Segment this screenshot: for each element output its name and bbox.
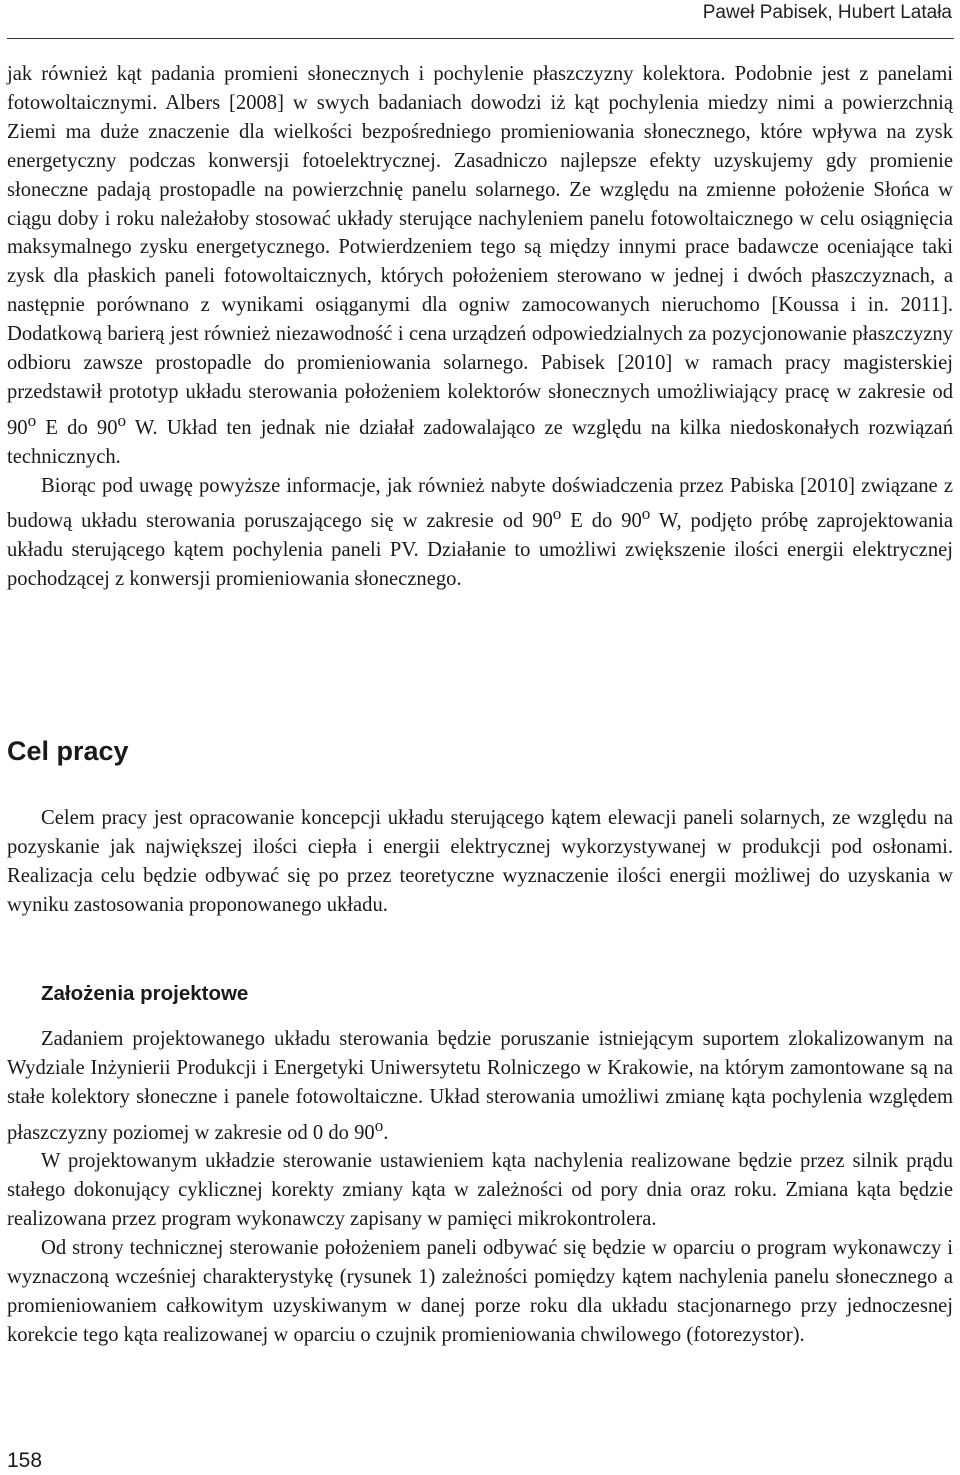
intro-section bbox=[7, 60, 953, 594]
intro-paragraph-2 bbox=[7, 472, 953, 594]
assumptions-p1-text: Zadaniem projektowanego układu sterowania będzie poruszanie istniejącym suportem zlokalizowanym na Wydziale Inżynierii Produkcji i Energetyki Uniwersytetu Rolniczego w Krakowie, na którym zamontowane są na stałe kolektory słoneczne i panele fotowoltaiczne. Układ sterowania umożliwi zmianę kąta pochylenia względem płaszczyzny poziomej w zakresie od 0 do 90 bbox=[7, 1028, 953, 1144]
assumptions-paragraph-2: W projektowanym układzie sterowanie ustawieniem kąta nachylenia realizowane będzie przez silnik prądu stałego dokonujący cyklicznej korekty zmiany kąta w zależności od pory dnia oraz roku. Zmiana kąta będzie realizowana przez program wykonawczy zapisany w pamięci mikrokontrolera. bbox=[7, 1150, 953, 1231]
header-rule bbox=[7, 38, 954, 39]
intro-p2-end: W, podjęto próbę zaprojektowania układu sterującego kątem pochylenia paneli PV. Działanie to umożliwi zwiększenie ilości energii elektrycznej pochodzącej z konwersji promieniowania słonecznego. bbox=[7, 510, 954, 591]
degree-sup: o bbox=[641, 504, 651, 524]
running-head-authors: Paweł Pabisek, Hubert Latała bbox=[702, 2, 952, 23]
intro-paragraph-1 bbox=[7, 60, 953, 472]
page-number: 158 bbox=[7, 1449, 43, 1472]
intro-p2-text: Biorąc pod uwagę powyższe informacje, jak również nabyte doświadczenia przez Pabiska [2010] związane z budową układu sterowania poruszającego się w zakresie od 90 bbox=[7, 474, 953, 533]
aim-section bbox=[7, 804, 953, 920]
assumptions-section bbox=[7, 1025, 953, 1350]
section-heading-aim: Cel pracy bbox=[7, 736, 129, 766]
intro-p1-end: W. Układ ten jednak nie działał zadowalająco ze względu na kilka niedoskonałych rozwiązań technicznych. bbox=[7, 416, 953, 468]
degree-sup: o bbox=[117, 410, 127, 430]
assumptions-paragraph-1 bbox=[7, 1025, 953, 1147]
degree-sup: o bbox=[374, 1115, 384, 1135]
assumptions-p1-end: . bbox=[383, 1121, 389, 1144]
degree-sup: o bbox=[552, 504, 562, 524]
degree-sup: o bbox=[27, 410, 37, 430]
intro-p1-mid: E do 90 bbox=[36, 416, 118, 439]
intro-p2-mid: E do 90 bbox=[561, 510, 642, 533]
intro-p1-text: jak również kąt padania promieni słonecznych i pochylenie płaszczyzny kolektora. Podobnie jest z panelami fotowoltaicznymi. Albers [2008] w swych badaniach dowodzi iż kąt pochylenia miedzy nimi a powierzchnią Ziemi ma duże znaczenie dla wielkości bezpośredniego promieniowania słonecznego, które wpływa na zysk energetyczny podczas konwersji fotoelektrycznej. Zasadniczo najlepsze efekty uzyskujemy gdy promienie słoneczne padają prostopadle na powierzchnię panelu solarnego. Ze względu na zmienne położenie Słońca w ciągu doby i roku należałoby stosować układy sterujące nachyleniem panelu fotowoltaicznego w celu osiągnięcia maksymalnego zysku energetycznego. Potwierdzeniem tego są między innymi prace badawcze oceniające taki zysk dla płaskich paneli fotowoltaicznych, których położeniem sterowano w jednej i dwóch płaszczyznach, a następnie porównano z wynikami osiąganymi dla ogniw zamocowanych nieruchomo [Koussa i in. 2011]. Dodatkową barierą jest również niezawodność i cena urządzeń odpowiedzialnych za pozycjonowanie płaszczyzny odbioru zawsze prostopadle do promieniowania solarnego. Pabisek [2010] w ramach pracy magisterskiej przedstawił prototyp układu sterowania położeniem kolektorów słonecznych umożliwiający pracę w zakresie od 90 bbox=[7, 63, 953, 439]
subsection-heading-assumptions: Założenia projektowe bbox=[41, 982, 249, 1005]
assumptions-paragraph-3: Od strony technicznej sterowanie położeniem paneli odbywać się będzie w oparciu o program wykonawczy i wyznaczoną wcześniej charakterystykę (rysunek 1) zależności pomiędzy kątem nachylenia panelu słonecznego a promieniowaniem całkowitym uzyskiwanym w danej porze roku dla układu stacjonarnego przy jednoczesnej korekcie tego kąta realizowanej w oparciu o czujnik promieniowania chwilowego (fotorezystor). bbox=[7, 1237, 953, 1346]
aim-paragraph: Celem pracy jest opracowanie koncepcji układu sterującego kątem elewacji paneli solarnych, ze względu na pozyskanie jak największej ilości ciepła i energii elektrycznej wykorzystywanej w produkcji pod osłonami. Realizacja celu będzie odbywać się po przez teoretyczne wyznaczenie ilości energii możliwej do uzyskania w wyniku zastosowania proponowanego układu. bbox=[7, 807, 953, 916]
